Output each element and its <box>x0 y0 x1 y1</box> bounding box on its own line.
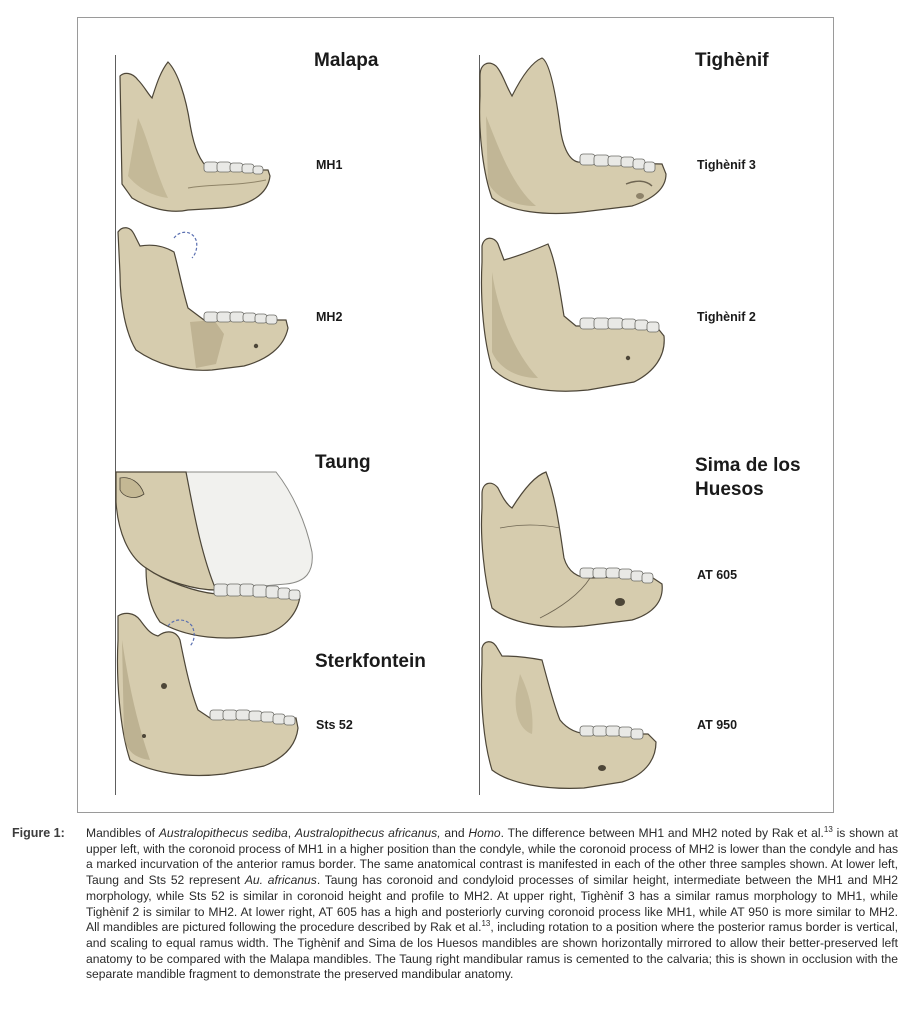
figure-caption: Mandibles of Australopithecus sediba, Australopithecus africanus, and Homo. The difference between MH1 and MH2 noted by Rak et al.$^{13}$ is shown at upper left, with the coronoid process of MH1 in a higher position than the condyle, while the coronoid process of MH2 is lower than the condyle and has a marked incurvation of the anterior ramus border. The same anatomical contrast is manifested in each of the other three samples shown. At lower left, Taung and Sts 52 represent Au. africanus. Taung has coronoid and condyloid processes of similar height, intermediate between the MH1 and MH2 morphology, while Sts 52 is similar in coronoid height and profile to MH2. At upper right, Tighènif 3 has a similar ramus morphology to MH1, while Tighènif 2 is similar to MH2. At lower right, AT 605 has a high and posteriorly curving coronoid process like MH1, while AT 950 is more similar to MH2. All mandibles are pictured following the procedure described by Rak et al.$^{13}$, including rotation to a position where the posterior ramus border is vertical, and scaling to equal ramus width. The Tighènif and Sima de los Huesos mandibles are shown horizontally mirrored to allow their better-preserved left anatomy to be compared with the Malapa mandibles. The Taung right mandibular ramus is cemented to the calvaria; this is shown in occlusion with the separate mandible fragment to demonstrate the preserved mandibular anatomy. <box>86 824 899 982</box>
specimen-label-mh1: MH1 <box>316 158 343 172</box>
mandible-tighenif-3-illustration <box>476 56 676 226</box>
specimen-label-at-605: AT 605 <box>697 568 738 582</box>
group-title-malapa: Malapa <box>314 50 379 71</box>
group-title-taung: Taung <box>315 452 371 473</box>
mandible-at-950-illustration <box>480 634 680 804</box>
mandible-at-605-illustration <box>480 468 680 638</box>
mandible-tighenif-2-illustration <box>478 232 678 402</box>
group-title-tighenif: Tighènif <box>695 50 769 71</box>
figure-panel <box>77 17 834 813</box>
figure-caption-label: Figure 1: <box>12 826 65 840</box>
specimen-label-sts-52: Sts 52 <box>316 718 353 732</box>
specimen-label-mh2: MH2 <box>316 310 343 324</box>
specimen-label-tighenif-2: Tighènif 2 <box>697 310 756 324</box>
mandible-sts-52-illustration <box>114 610 314 790</box>
mandible-mh1-illustration <box>118 58 298 218</box>
mandible-mh2-illustration <box>116 224 296 384</box>
specimen-label-at-950: AT 950 <box>697 718 738 732</box>
group-title-sterkfontein: Sterkfontein <box>315 651 426 672</box>
group-title-sima-de-los-huesos: Sima de los Huesos <box>695 455 801 500</box>
specimen-label-tighenif-3: Tighènif 3 <box>697 158 756 172</box>
